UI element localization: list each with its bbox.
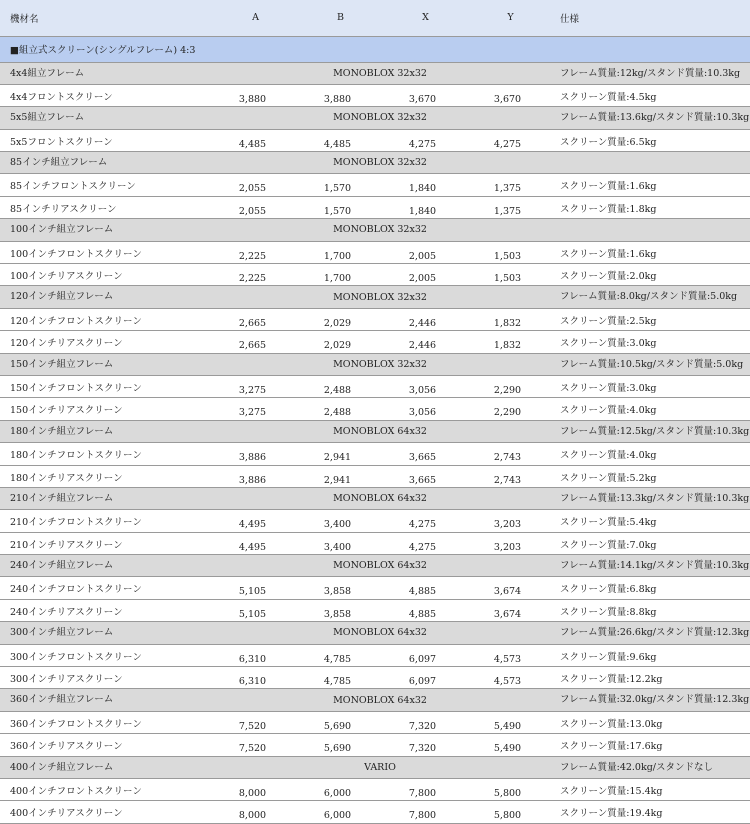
frame-model: MONOBLOX 32x32 <box>210 152 550 174</box>
screen-row <box>0 443 750 465</box>
frame-spec: フレーム質量:12kg/スタンド質量:10.3kg <box>550 62 750 84</box>
value-a: 4,485 <box>210 129 295 151</box>
frame-row <box>0 487 750 509</box>
value-a: 4,495 <box>210 532 295 554</box>
screen-spec: スクリーン質量:7.0kg <box>550 532 750 554</box>
frame-spec: フレーム質量:13.6kg/スタンド質量:10.3kg <box>550 107 750 129</box>
value-a: 7,520 <box>210 734 295 756</box>
screen-name: 400インチフロントスクリーン <box>0 779 210 801</box>
screen-spec: スクリーン質量:12.2kg <box>550 667 750 689</box>
screen-spec: スクリーン質量:4.5kg <box>550 84 750 106</box>
value-b: 3,858 <box>295 599 380 621</box>
value-y: 5,490 <box>465 734 550 756</box>
value-a: 8,000 <box>210 801 295 823</box>
screen-name: 300インチリアスクリーン <box>0 667 210 689</box>
header-name: 機材名 <box>0 0 210 36</box>
value-y: 1,503 <box>465 241 550 263</box>
value-y: 1,832 <box>465 308 550 330</box>
screen-row <box>0 667 750 689</box>
screen-name: 100インチフロントスクリーン <box>0 241 210 263</box>
frame-name: 100インチ組立フレーム <box>0 219 210 241</box>
value-x: 3,056 <box>380 375 465 397</box>
screen-spec: スクリーン質量:4.0kg <box>550 398 750 420</box>
screen-row <box>0 241 750 263</box>
frame-name: 85インチ組立フレーム <box>0 152 210 174</box>
table-header-row <box>0 0 750 36</box>
value-a: 3,886 <box>210 465 295 487</box>
screen-spec: スクリーン質量:17.6kg <box>550 734 750 756</box>
screen-row <box>0 331 750 353</box>
value-y: 4,573 <box>465 667 550 689</box>
screen-spec: スクリーン質量:15.4kg <box>550 779 750 801</box>
value-a: 2,665 <box>210 308 295 330</box>
frame-spec: フレーム質量:32.0kg/スタンド質量:12.3kg <box>550 689 750 711</box>
screen-spec: スクリーン質量:4.0kg <box>550 443 750 465</box>
value-b: 2,941 <box>295 443 380 465</box>
screen-spec: スクリーン質量:5.4kg <box>550 510 750 532</box>
value-y: 3,670 <box>465 84 550 106</box>
frame-model: MONOBLOX 32x32 <box>210 107 550 129</box>
value-x: 4,275 <box>380 532 465 554</box>
frame-name: 120インチ組立フレーム <box>0 286 210 308</box>
screen-row <box>0 577 750 599</box>
value-a: 5,105 <box>210 599 295 621</box>
value-x: 2,446 <box>380 331 465 353</box>
frame-model: VARIO <box>210 756 550 778</box>
screen-name: 210インチフロントスクリーン <box>0 510 210 532</box>
header-b: B <box>295 0 380 36</box>
frame-model: MONOBLOX 32x32 <box>210 62 550 84</box>
screen-row <box>0 465 750 487</box>
frame-spec: フレーム質量:12.5kg/スタンド質量:10.3kg <box>550 420 750 442</box>
frame-model: MONOBLOX 32x32 <box>210 353 550 375</box>
value-b: 6,000 <box>295 779 380 801</box>
frame-name: 150インチ組立フレーム <box>0 353 210 375</box>
screen-row <box>0 129 750 151</box>
value-y: 1,832 <box>465 331 550 353</box>
frame-model: MONOBLOX 64x32 <box>210 420 550 442</box>
screen-row <box>0 308 750 330</box>
value-y: 5,800 <box>465 801 550 823</box>
frame-row <box>0 152 750 174</box>
screen-name: 300インチフロントスクリーン <box>0 644 210 666</box>
value-b: 4,785 <box>295 644 380 666</box>
frame-row <box>0 622 750 644</box>
screen-name: 210インチリアスクリーン <box>0 532 210 554</box>
screen-name: 180インチフロントスクリーン <box>0 443 210 465</box>
value-x: 1,840 <box>380 196 465 218</box>
screen-spec: スクリーン質量:1.8kg <box>550 196 750 218</box>
screen-spec: スクリーン質量:1.6kg <box>550 241 750 263</box>
screen-name: 400インチリアスクリーン <box>0 801 210 823</box>
section-title: ■組立式スクリーン(シングルフレーム) 4:3 <box>0 36 750 62</box>
frame-row <box>0 219 750 241</box>
screen-name: 150インチフロントスクリーン <box>0 375 210 397</box>
value-y: 3,203 <box>465 510 550 532</box>
value-b: 1,700 <box>295 241 380 263</box>
value-x: 1,840 <box>380 174 465 196</box>
frame-spec: フレーム質量:10.5kg/スタンド質量:5.0kg <box>550 353 750 375</box>
value-a: 3,275 <box>210 375 295 397</box>
screen-spec: スクリーン質量:1.6kg <box>550 174 750 196</box>
screen-name: 360インチフロントスクリーン <box>0 711 210 733</box>
value-a: 6,310 <box>210 644 295 666</box>
screen-spec: スクリーン質量:13.0kg <box>550 711 750 733</box>
screen-row <box>0 510 750 532</box>
screen-row <box>0 84 750 106</box>
value-b: 3,400 <box>295 532 380 554</box>
screen-row <box>0 644 750 666</box>
screen-row <box>0 734 750 756</box>
value-y: 2,743 <box>465 465 550 487</box>
screen-spec: スクリーン質量:19.4kg <box>550 801 750 823</box>
screen-name: 180インチリアスクリーン <box>0 465 210 487</box>
screen-row <box>0 532 750 554</box>
value-b: 3,400 <box>295 510 380 532</box>
value-y: 3,674 <box>465 599 550 621</box>
screen-name: 120インチフロントスクリーン <box>0 308 210 330</box>
value-a: 2,055 <box>210 196 295 218</box>
value-x: 4,275 <box>380 510 465 532</box>
value-y: 1,503 <box>465 264 550 286</box>
value-b: 1,570 <box>295 196 380 218</box>
value-a: 4,495 <box>210 510 295 532</box>
value-y: 1,375 <box>465 196 550 218</box>
value-a: 6,310 <box>210 667 295 689</box>
value-a: 3,275 <box>210 398 295 420</box>
screen-spec: スクリーン質量:2.5kg <box>550 308 750 330</box>
value-x: 7,320 <box>380 734 465 756</box>
value-a: 8,000 <box>210 779 295 801</box>
value-a: 2,055 <box>210 174 295 196</box>
value-b: 2,029 <box>295 331 380 353</box>
frame-name: 240インチ組立フレーム <box>0 555 210 577</box>
frame-model: MONOBLOX 32x32 <box>210 219 550 241</box>
frame-row <box>0 286 750 308</box>
header-y: Y <box>465 0 550 36</box>
value-y: 5,800 <box>465 779 550 801</box>
header-a: A <box>210 0 295 36</box>
frame-spec <box>550 219 750 241</box>
frame-name: 180インチ組立フレーム <box>0 420 210 442</box>
value-x: 7,800 <box>380 801 465 823</box>
frame-name: 300インチ組立フレーム <box>0 622 210 644</box>
screen-name: 360インチリアスクリーン <box>0 734 210 756</box>
frame-row <box>0 756 750 778</box>
frame-model: MONOBLOX 64x32 <box>210 622 550 644</box>
value-x: 3,665 <box>380 465 465 487</box>
value-y: 2,290 <box>465 398 550 420</box>
frame-name: 210インチ組立フレーム <box>0 487 210 509</box>
frame-row <box>0 689 750 711</box>
value-b: 2,488 <box>295 375 380 397</box>
value-x: 6,097 <box>380 644 465 666</box>
value-y: 4,573 <box>465 644 550 666</box>
screen-name: 240インチフロントスクリーン <box>0 577 210 599</box>
value-a: 2,665 <box>210 331 295 353</box>
value-x: 4,275 <box>380 129 465 151</box>
value-a: 2,225 <box>210 264 295 286</box>
screen-row <box>0 398 750 420</box>
value-b: 3,858 <box>295 577 380 599</box>
value-x: 3,665 <box>380 443 465 465</box>
frame-row <box>0 420 750 442</box>
screen-spec: スクリーン質量:5.2kg <box>550 465 750 487</box>
value-x: 6,097 <box>380 667 465 689</box>
screen-spec: スクリーン質量:9.6kg <box>550 644 750 666</box>
value-a: 3,886 <box>210 443 295 465</box>
screen-spec: スクリーン質量:2.0kg <box>550 264 750 286</box>
screen-name: 120インチリアスクリーン <box>0 331 210 353</box>
value-b: 2,941 <box>295 465 380 487</box>
screen-row <box>0 375 750 397</box>
screen-name: 240インチリアスクリーン <box>0 599 210 621</box>
frame-spec <box>550 152 750 174</box>
value-b: 4,485 <box>295 129 380 151</box>
value-y: 4,275 <box>465 129 550 151</box>
frame-row <box>0 107 750 129</box>
frame-model: MONOBLOX 64x32 <box>210 487 550 509</box>
value-y: 5,490 <box>465 711 550 733</box>
value-b: 1,570 <box>295 174 380 196</box>
value-a: 5,105 <box>210 577 295 599</box>
frame-row <box>0 353 750 375</box>
frame-model: MONOBLOX 64x32 <box>210 689 550 711</box>
frame-spec: フレーム質量:13.3kg/スタンド質量:10.3kg <box>550 487 750 509</box>
frame-spec: フレーム質量:14.1kg/スタンド質量:10.3kg <box>550 555 750 577</box>
screen-row <box>0 174 750 196</box>
screen-spec: スクリーン質量:3.0kg <box>550 331 750 353</box>
value-x: 4,885 <box>380 577 465 599</box>
value-y: 2,743 <box>465 443 550 465</box>
frame-row <box>0 555 750 577</box>
value-x: 4,885 <box>380 599 465 621</box>
frame-model: MONOBLOX 32x32 <box>210 286 550 308</box>
value-x: 2,005 <box>380 241 465 263</box>
value-x: 3,670 <box>380 84 465 106</box>
screen-name: 100インチリアスクリーン <box>0 264 210 286</box>
header-x: X <box>380 0 465 36</box>
value-y: 1,375 <box>465 174 550 196</box>
value-a: 2,225 <box>210 241 295 263</box>
frame-name: 4x4組立フレーム <box>0 62 210 84</box>
screen-name: 85インチリアスクリーン <box>0 196 210 218</box>
screen-name: 5x5フロントスクリーン <box>0 129 210 151</box>
frame-model: MONOBLOX 64x32 <box>210 555 550 577</box>
value-x: 2,005 <box>380 264 465 286</box>
value-x: 2,446 <box>380 308 465 330</box>
value-b: 5,690 <box>295 734 380 756</box>
screen-row <box>0 599 750 621</box>
frame-spec: フレーム質量:26.6kg/スタンド質量:12.3kg <box>550 622 750 644</box>
value-b: 4,785 <box>295 667 380 689</box>
value-b: 1,700 <box>295 264 380 286</box>
value-b: 3,880 <box>295 84 380 106</box>
frame-name: 360インチ組立フレーム <box>0 689 210 711</box>
screen-name: 150インチリアスクリーン <box>0 398 210 420</box>
value-a: 3,880 <box>210 84 295 106</box>
screen-row <box>0 196 750 218</box>
screen-row <box>0 711 750 733</box>
value-b: 6,000 <box>295 801 380 823</box>
value-b: 5,690 <box>295 711 380 733</box>
value-b: 2,029 <box>295 308 380 330</box>
header-spec: 仕様 <box>550 0 750 36</box>
frame-row <box>0 62 750 84</box>
screen-name: 85インチフロントスクリーン <box>0 174 210 196</box>
screen-name: 4x4フロントスクリーン <box>0 84 210 106</box>
value-y: 3,203 <box>465 532 550 554</box>
frame-spec: フレーム質量:42.0kg/スタンドなし <box>550 756 750 778</box>
screen-row <box>0 801 750 823</box>
screen-row <box>0 264 750 286</box>
section-row <box>0 36 750 62</box>
screen-spec: スクリーン質量:3.0kg <box>550 375 750 397</box>
value-y: 2,290 <box>465 375 550 397</box>
frame-name: 5x5組立フレーム <box>0 107 210 129</box>
screen-spec: スクリーン質量:8.8kg <box>550 599 750 621</box>
value-a: 7,520 <box>210 711 295 733</box>
value-y: 3,674 <box>465 577 550 599</box>
table-body <box>0 36 750 823</box>
frame-spec: フレーム質量:8.0kg/スタンド質量:5.0kg <box>550 286 750 308</box>
value-x: 7,800 <box>380 779 465 801</box>
value-b: 2,488 <box>295 398 380 420</box>
value-x: 7,320 <box>380 711 465 733</box>
frame-name: 400インチ組立フレーム <box>0 756 210 778</box>
value-x: 3,056 <box>380 398 465 420</box>
screen-spec: スクリーン質量:6.5kg <box>550 129 750 151</box>
screen-row <box>0 779 750 801</box>
screen-spec: スクリーン質量:6.8kg <box>550 577 750 599</box>
